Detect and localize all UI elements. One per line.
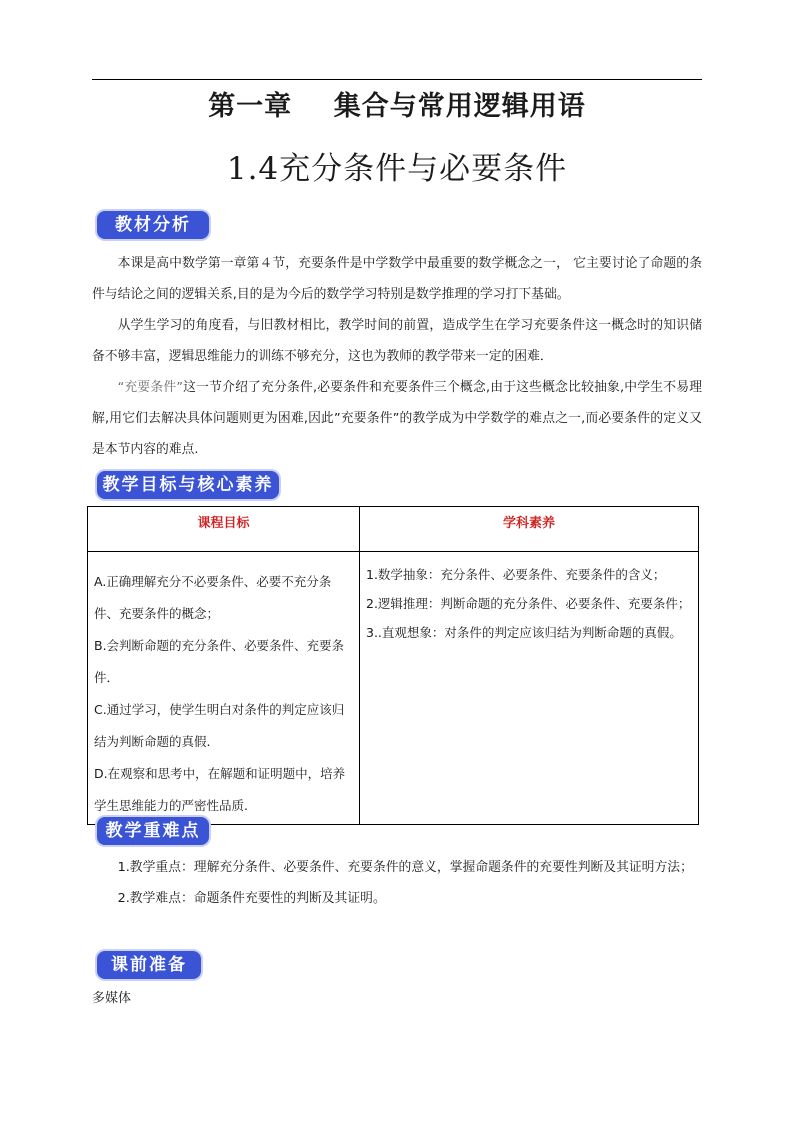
goals-table bbox=[87, 506, 699, 825]
goal-item: B.会判断命题的充分条件、必要条件、充要条件． bbox=[94, 638, 345, 685]
section-title: 1.4充分条件与必要条件 bbox=[226, 151, 568, 187]
literacy-item: 2.逻辑推理：判断命题的充分条件、必要条件、充要条件； bbox=[366, 596, 691, 611]
course-goals-cell bbox=[88, 552, 360, 825]
key-points-badge: 教学重难点 bbox=[97, 817, 209, 845]
preparation-badge: 课前准备 bbox=[97, 951, 201, 979]
literacy-item: 1.数学抽象：充分条件、必要条件、充要条件的含义； bbox=[366, 567, 666, 582]
goals-badge: 教学目标与核心素养 bbox=[97, 471, 279, 499]
core-literacy-cell bbox=[360, 552, 699, 825]
literacy-item: 3..直观想象：对条件的判定应该归结为判断命题的真假。 bbox=[366, 625, 682, 640]
course-goals-header: 课程目标 bbox=[88, 507, 360, 552]
analysis-paragraph-3-text: 这一节介绍了充分条件,必要条件和充要条件三个概念,由于这些概念比较抽象,中学生不易理解,用它们去解决具体问题则更为困难,因此”充要条件”的教学成为中学数学的难点之一,而必要条件的定义又是本节内容的难点. bbox=[92, 380, 702, 457]
key-points-section bbox=[92, 852, 702, 914]
analysis-badge: 教材分析 bbox=[97, 211, 209, 239]
analysis-section bbox=[92, 248, 702, 465]
analysis-paragraph-1: 本课是高中数学第一章第４节，充要条件是中学数学中最重要的数学概念之一， 它主要讨论了命题的条件与结论之间的逻辑关系,目的是为今后的数学学习特别是数学推理的学习打下基础。 bbox=[92, 256, 702, 302]
analysis-paragraph-3 bbox=[92, 372, 702, 465]
chapter-title: 第一章 集合与常用逻辑用语 bbox=[208, 91, 586, 122]
goals-header-row bbox=[88, 507, 699, 552]
goal-item: A.正确理解充分不必要条件、必要不充分条件、充要条件的概念； bbox=[94, 574, 332, 621]
preparation-text: 多媒体 bbox=[92, 991, 132, 1006]
header-rule bbox=[92, 79, 702, 80]
key-point-item: 2.教学难点：命题条件充要性的判断及其证明。 bbox=[117, 891, 386, 906]
goal-item: D.在观察和思考中，在解题和证明题中，培养学生思维能力的严密性品质. bbox=[94, 766, 346, 813]
key-point-item: 1.教学重点：理解充分条件、必要条件、充要条件的意义，掌握命题条件的充要性判断及其证明方法； bbox=[117, 860, 693, 875]
analysis-paragraph-2: 从学生学习的角度看，与旧教材相比，教学时间的前置，造成学生在学习充要条件这一概念时的知识储备不够丰富，逻辑思维能力的训练不够充分，这也为教师的教学带来一定的困难． bbox=[92, 318, 702, 364]
goals-content-row bbox=[88, 552, 699, 825]
quote-term: “充要条件” bbox=[117, 380, 183, 395]
core-literacy-header: 学科素养 bbox=[360, 507, 699, 552]
goal-item: C.通过学习，使学生明白对条件的判定应该归结为判断命题的真假. bbox=[94, 702, 345, 749]
